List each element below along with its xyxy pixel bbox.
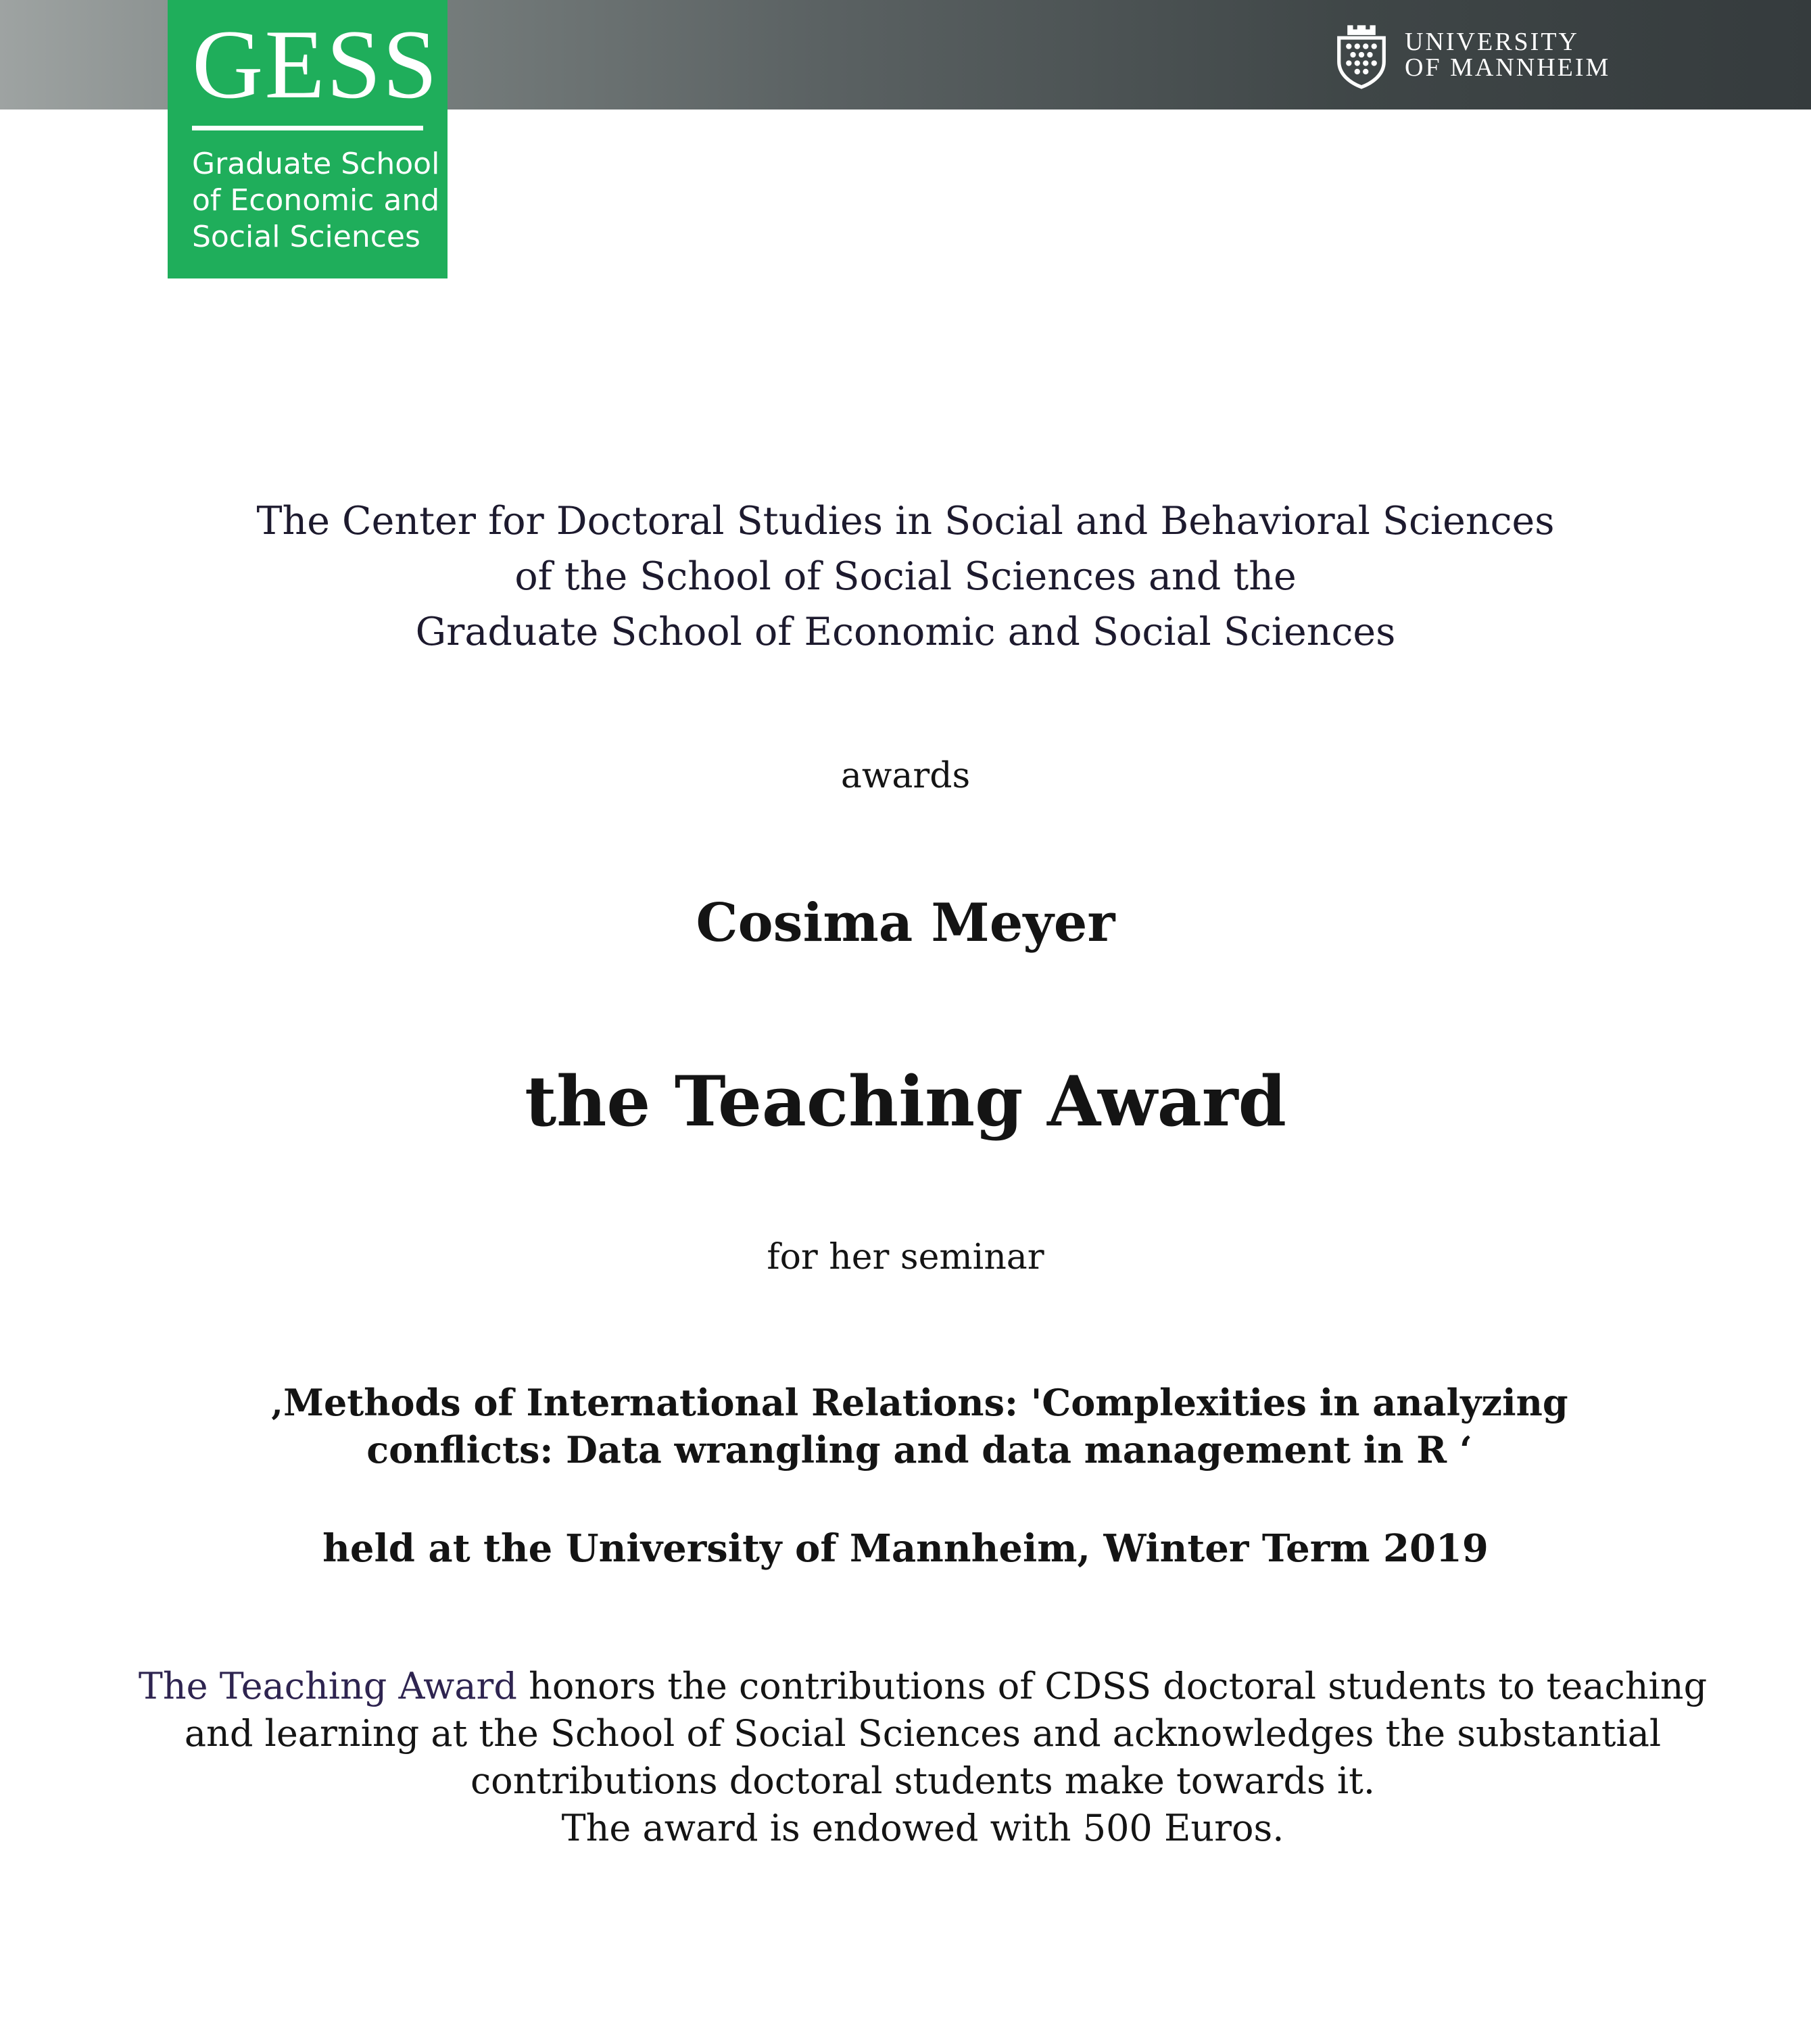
gess-subtitle	[192, 146, 439, 256]
held-at-text: held at the University of Mannheim, Winter Term 2019	[322, 1526, 1489, 1571]
university-name-line-2: OF MANNHEIM	[1405, 53, 1611, 82]
issuer-block	[0, 493, 1811, 660]
award-description-lead: The Teaching Award	[138, 1665, 517, 1707]
gess-subtitle-line-2: of Economic and	[192, 183, 440, 218]
university-name	[1405, 29, 1610, 80]
issuer-line-3: Graduate School of Economic and Social Sciences	[415, 610, 1396, 654]
endowment-text: The award is endowed with 500 Euros.	[561, 1807, 1284, 1849]
crest-icon	[1326, 20, 1397, 90]
award-description	[135, 1663, 1710, 1852]
gess-wordmark: GESS	[192, 9, 439, 119]
awards-word: awards	[840, 756, 971, 796]
gess-subtitle-line-3: Social Sciences	[192, 220, 420, 254]
recipient-name: Cosima Meyer	[696, 892, 1115, 954]
gess-subtitle-line-1: Graduate School	[192, 147, 440, 181]
for-seminar-text: for her seminar	[767, 1237, 1044, 1278]
gess-divider	[192, 126, 423, 130]
issuer-line-2: of the School of Social Sciences and the	[514, 554, 1297, 599]
award-title: the Teaching Award	[525, 1061, 1286, 1142]
gess-logo	[168, 0, 448, 278]
award-description-body: honors the contributions of CDSS doctoral students to teaching and learning at the School of Social Sciences and acknowledges the substantial contributions doctoral students make towards it.	[184, 1665, 1708, 1802]
issuer-line-1: The Center for Doctoral Studies in Social and Behavioral Sciences	[256, 499, 1555, 543]
university-name-line-1: UNIVERSITY	[1405, 28, 1579, 56]
university-logo	[1326, 18, 1610, 92]
seminar-title: ‚Methods of International Relations: 'Complexities in analyzing conflicts: Data wrangling and data management in R ‘	[270, 1381, 1568, 1471]
